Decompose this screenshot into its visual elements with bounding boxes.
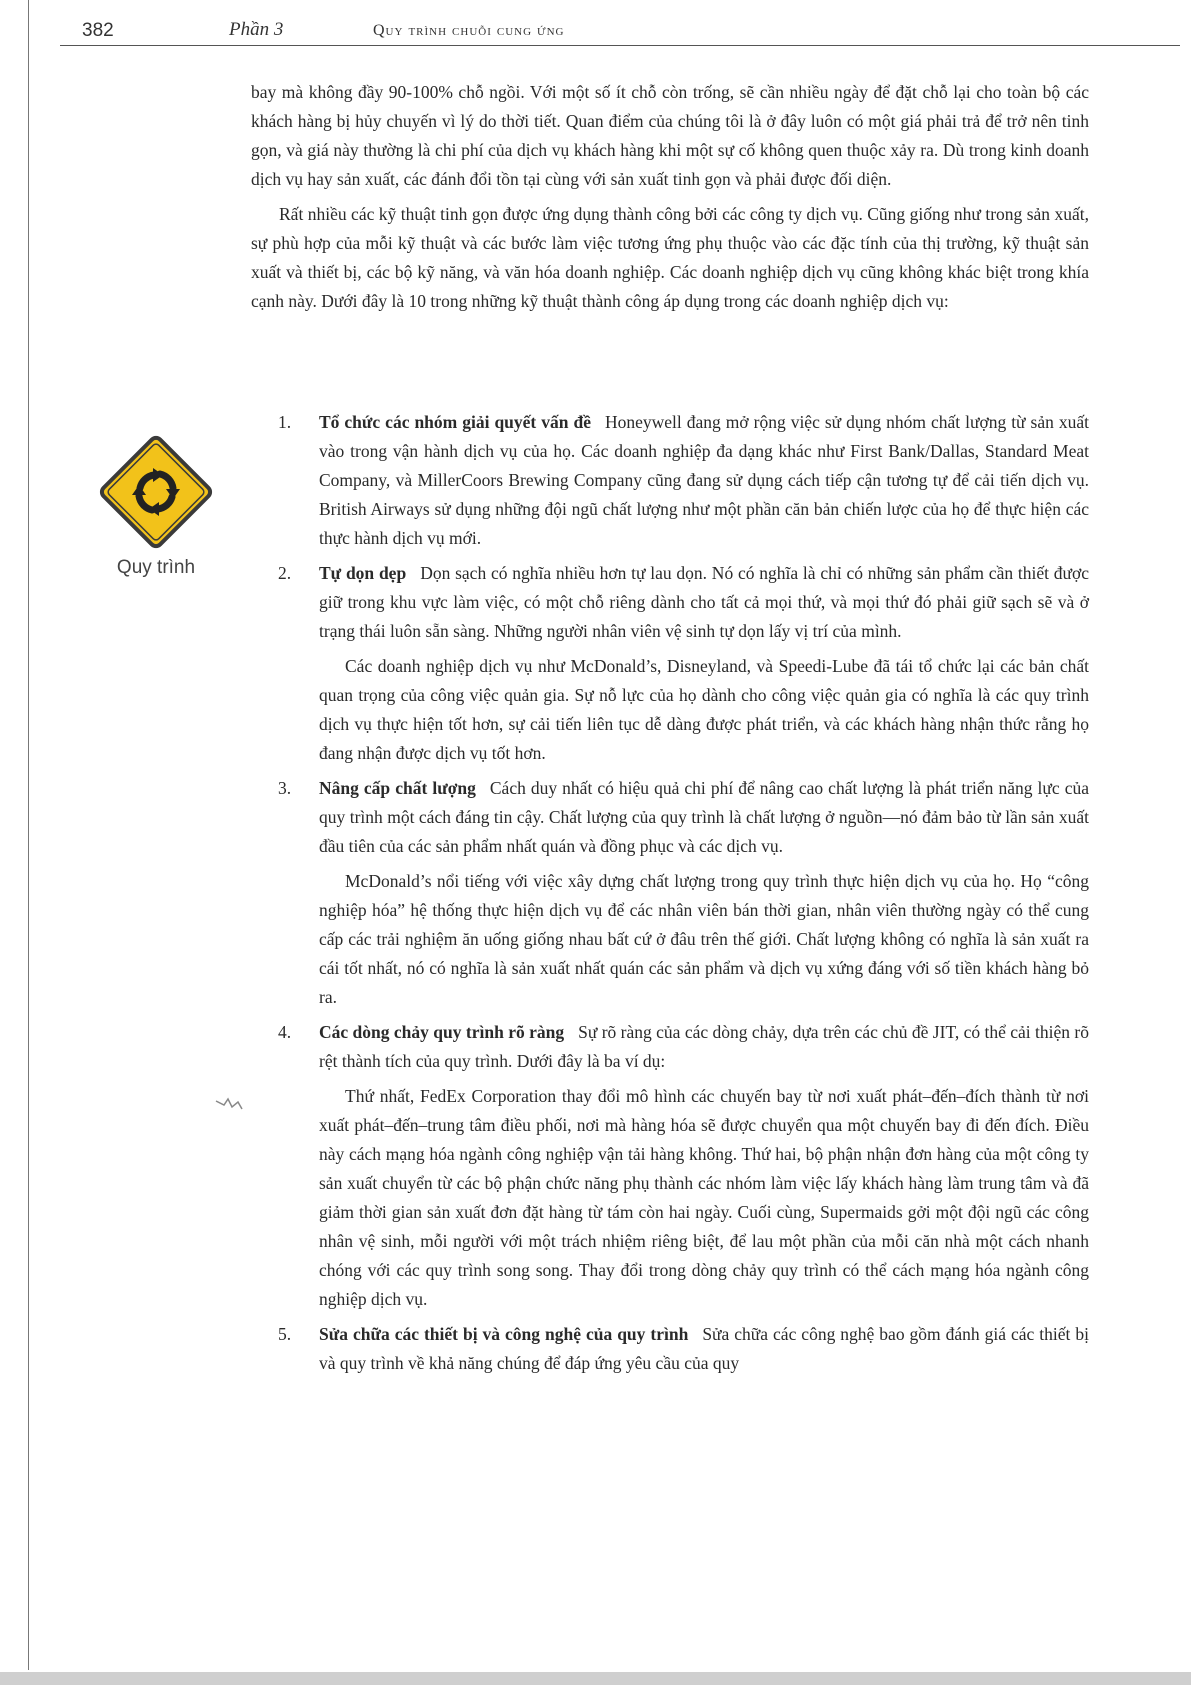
item-number: 1. bbox=[278, 412, 292, 432]
item-paragraph: Thứ nhất, FedEx Corporation thay đổi mô hình các chuyến bay từ nơi xuất phát–đến–đích thành từ nơi xuất phát–đến–trung tâm điều phối, nơi mà hàng hóa sẽ được chuyển qua một chuyến bay đi đến đích. Điều này cách mạng hóa ngành công nghiệp vận tải hàng không. Thứ hai, bộ phận nhận đơn hàng của một công ty sản xuất chuyển từ các bộ phận chức năng phụ thành các nhóm làm việc lấy khách hàng làm trung tâm và đã giảm thời gian sản xuất đơn đặt hàng từ tám còn hai ngày. Cuối cùng, Supermaids gởi một đội ngũ các công nhân vệ sinh, mỗi người với một trách nhiệm riêng biệt, để lau một phần của mỗi căn nhà một cách nhanh chóng với các quy trình song song. Thay đổi trong dòng chảy quy trình có thể cách mạng hóa ngành công nghiệp dịch vụ. bbox=[319, 1086, 1089, 1309]
item-text: Sự rõ ràng của các dòng chảy, dựa trên các chủ đề JIT, có thể cải thiện rõ rệt thành tích của quy trình. Dưới đây là ba ví dụ: bbox=[319, 1022, 1090, 1071]
list-item bbox=[270, 559, 1089, 768]
item-term: Các dòng chảy quy trình rõ ràng bbox=[319, 1022, 565, 1042]
intro-paragraph: bay mà không đầy 90-100% chỗ ngồi. Với một số ít chỗ còn trống, sẽ cần nhiều ngày để đặt chỗ lại cho toàn bộ các khách hàng bị hủy chuyến vì lý do thời tiết. Quan điểm của chúng tôi là ở đây luôn có một giá phải trả để trở nên tinh gọn, và giá này thường là chi phí của dịch vụ khách hàng khi một sự cố không quen thuộc xảy ra. Dù trong kinh doanh dịch vụ hay sản xuất, các đánh đổi tồn tại cùng với sản xuất tinh gọn và phải được đối diện. bbox=[251, 82, 1089, 189]
list-item bbox=[270, 774, 1089, 1012]
margin-icon-label: Quy trình bbox=[116, 557, 196, 578]
list-item bbox=[270, 408, 1089, 553]
item-paragraph: McDonald’s nổi tiếng với việc xây dựng chất lượng trong quy trình thực hiện dịch vụ của họ. Họ “công nghiệp hóa” hệ thống thực hiện dịch vụ để các nhân viên bán thời gian, nhân viên thường ngày có thể cung cấp các trải nghiệm ăn uống giống nhau bất cứ ở đâu trên thế giới. Chất lượng không có nghĩa là sản xuất ra cái tốt nhất, nó có nghĩa là sản xuất nhất quán các sản phẩm và dịch vụ xứng đáng với số tiền khách hàng bỏ ra. bbox=[319, 871, 1089, 1007]
item-term: Tự dọn dẹp bbox=[319, 563, 407, 583]
item-term: Tổ chức các nhóm giải quyết vấn đề bbox=[319, 412, 591, 432]
item-number: 4. bbox=[278, 1022, 292, 1042]
item-text: Cách duy nhất có hiệu quả chi phí để nâng cao chất lượng là phát triển năng lực của quy trình một cách đáng tin cậy. Chất lượng của quy trình là chất lượng ở nguồn—nó đảm bảo từ lần sản xuất đầu tiên của các sản phẩm nhất quán và đồng phục và các dịch vụ. bbox=[319, 778, 1089, 856]
list-item bbox=[270, 1320, 1089, 1378]
scribble-mark bbox=[214, 1093, 244, 1113]
techniques-list bbox=[270, 408, 1089, 1384]
item-number: 2. bbox=[278, 563, 292, 583]
intro-text bbox=[251, 78, 1089, 322]
page-number: 382 bbox=[82, 20, 114, 41]
item-term: Nâng cấp chất lượng bbox=[319, 778, 476, 798]
roundabout-sign-icon bbox=[96, 432, 216, 552]
item-text: Dọn sạch có nghĩa nhiều hơn tự lau dọn. Nó có nghĩa là chỉ có những sản phẩm cần thiết được giữ trong khu vực làm việc, có một chỗ riêng dành cho tất cả mọi thứ, và mọi thứ đó phải giữ sạch sẽ và ở trạng thái luôn sẵn sàng. Những người nhân viên vệ sinh tự dọn lấy vị trí của mình. bbox=[319, 563, 1090, 641]
item-text: Sửa chữa các công nghệ bao gồm đánh giá các thiết bị và quy trình về khả năng chúng để đáp ứng yêu cầu của quy bbox=[319, 1324, 1089, 1373]
item-number: 3. bbox=[278, 778, 292, 798]
item-term: Sửa chữa các thiết bị và công nghệ của quy trình bbox=[319, 1324, 689, 1344]
header-rule bbox=[60, 45, 1180, 46]
list-item bbox=[270, 1018, 1089, 1314]
item-text: Honeywell đang mở rộng việc sử dụng nhóm chất lượng từ sản xuất vào trong vận hành dịch vụ của họ. Các doanh nghiệp đa dạng khác như First Bank/Dallas, Standard Meat Company, và MillerCoors Brewing Company cũng đang sử dụng cách tiếp cận tương tự để cải tiến dịch vụ. British Airways sử dụng những đội ngũ chất lượng như một phần căn bản chiến lược của họ để thực hiện các thực hành dịch vụ mới. bbox=[319, 412, 1089, 548]
item-number: 5. bbox=[278, 1324, 292, 1344]
page-left-edge bbox=[28, 0, 29, 1670]
intro-paragraph: Rất nhiều các kỹ thuật tinh gọn được ứng dụng thành công bởi các công ty dịch vụ. Cũng giống như trong sản xuất, sự phù hợp của mỗi kỹ thuật và các bước làm việc tương ứng phụ thuộc vào các đặc tính của thị trường, kỹ thuật sản xuất và thiết bị, các bộ kỹ năng, và văn hóa doanh nghiệp. Các doanh nghiệp dịch vụ cũng không khác biệt trong khía cạnh này. Dưới đây là 10 trong những kỹ thuật thành công áp dụng trong các doanh nghiệp dịch vụ: bbox=[251, 204, 1089, 311]
scan-bottom-edge bbox=[0, 1672, 1191, 1685]
part-label: Phần 3 bbox=[229, 19, 284, 40]
section-title: Quy trình chuỗi cung ứng bbox=[373, 22, 565, 39]
item-paragraph: Các doanh nghiệp dịch vụ như McDonald’s, Disneyland, và Speedi-Lube đã tái tổ chức lại các bản chất quan trọng của công việc quản gia. Sự nỗ lực của họ dành cho công việc quản gia có nghĩa là các quy trình dịch vụ thực hiện tốt hơn, sự cải tiến liên tục dễ dàng được phát triển, và các khách hàng nhận thức rằng họ đang nhận được dịch vụ tốt hơn. bbox=[319, 656, 1089, 763]
running-header bbox=[0, 0, 1191, 46]
